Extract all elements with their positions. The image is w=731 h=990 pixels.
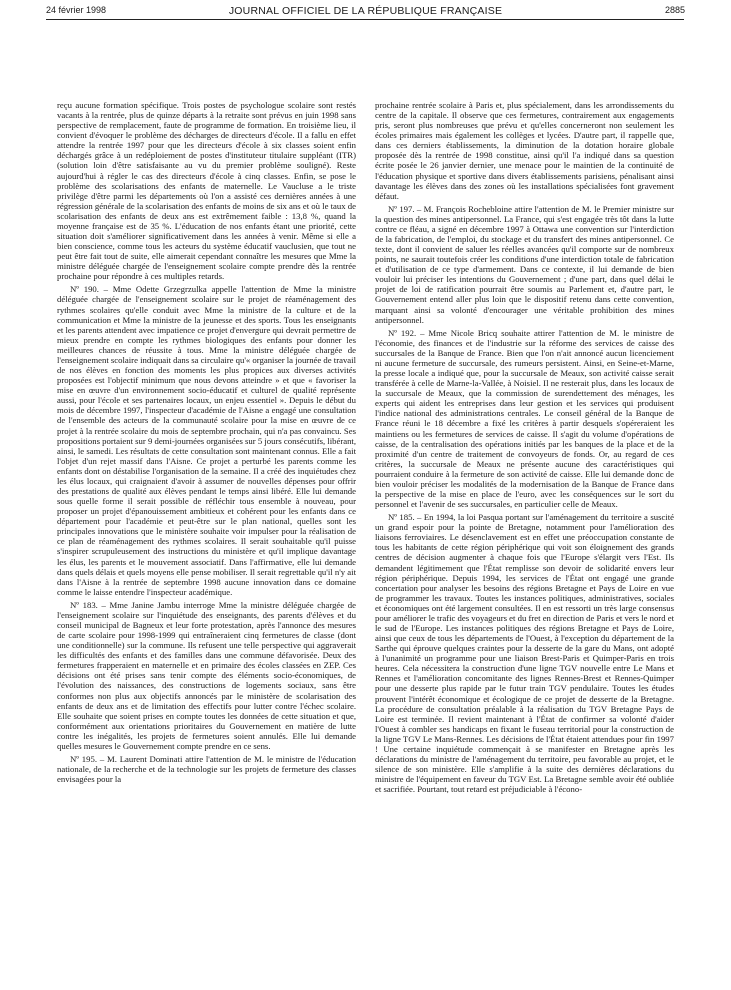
question-195: Nº 195. – M. Laurent Dominati attire l'attention de M. le ministre de l'éducation nationale, de la recherche et de la technologie sur les projets de fermeture des classes envisagées pour la (57, 754, 356, 785)
paragraph-continued: reçu aucune formation spécifique. Trois postes de psychologue scolaire sont restés vacants à la rentrée, plus de quinze départs à la retraite sont prévus en juin 1998 sans perspective de remplacement, faute de programme de formation. En troisième lieu, il convient d'évoquer le problème des décharges de directeurs d'école. Il a fallu en effet attendre la rentrée 1997 pour que les directeurs d'école à six classes soient enfin déchargés grâce à un redéploiement de postes d'instituteur titulaire suppléant (ITR) (solution loin d'être satisfaisante au vu du premier problème souligné). Reste aujourd'hui à régler le cas des directeurs d'école à cinq classes. Enfin, se pose le problème des scolarisations des enfants de maternelle. Le Vaucluse a le triste privilège d'être parmi les départements où l'on a assisté ces dernières années à une régression générale de la scolarisation des enfants de moins de six ans et où le taux de scolarisation des enfants de deux ans est extrêmement faible : 13,8 %, quand la moyenne française est de 35 %. L'éducation de nos enfants étant une priorité, cette situation doit s'améliorer significativement dans les années à venir. Même si elle a bien conscience, comme tous les acteurs du système éducatif vauclusien, que tout ne peut être fait tout de suite, elle aimerait cependant connaître les mesures que Mme la ministre déléguée chargée de l'enseignement scolaire compte prendre dès la rentrée prochaine pour répondre à ces multiples retards. (57, 100, 356, 282)
question-185: Nº 185. – En 1994, la loi Pasqua portant sur l'aménagement du territoire a suscité un grand espoir pour la pointe de Bretagne, notamment pour l'amélioration des liaisons ferroviaires. Le désenclavement est en effet une préoccupation constante de tous les habitants de cette région périphérique qui voit son éloignement des grands centres de décision augmenter à chaque fois que l'Europe s'élargit vers l'Est. Ils demandent légitimement que l'État remplisse son devoir de solidarité envers leur région périphérique. Depuis 1994, les services de l'État ont engagé une grande concertation pour analyser les besoins des régions Bretagne et Pays de Loire en vue de programmer les travaux. Toutes les instances politiques, administratives, sociales et économiques ont été largement consultées. Il en est ressorti un très large consensus pour améliorer le trafic des voyageurs et du fret en direction de Paris et vers le nord et le sud de l'Europe. Les instances politiques des régions Bretagne et Pays de Loire, ainsi que ceux de tous les départements de l'Ouest, à l'exception du département de la Sarthe qui éprouve quelques craintes pour la desserte de la gare du Mans, ont adopté à l'unanimité un programme pour une liaison Brest-Paris et Quimper-Paris en trois heures. Cela nécessitera la construction d'une ligne TGV nouvelle entre Le Mans et Rennes et l'amélioration concomitante des lignes Rennes-Brest et Rennes-Quimper pour une desserte plus rapide par le futur train TGV pendulaire. Toutes les études prouvent l'intérêt économique et écologique de ce projet de desserte de la Bretagne. La procédure de consultation préalable à la réalisation du TGV Bretagne Pays de Loire est terminée. Il revient maintenant à l'État de confirmer sa volonté d'aider l'Ouest à combler ses handicaps en fixant le fuseau territorial pour la construction de la ligne TGV Le Mans-Rennes. Les décisions de l'État étaient attendues pour fin 1997 ! Une certaine inquiétude commençait à se manifester en Bretagne après les déclarations du ministre de l'aménagement du territoire, peu favorable au projet, et le silence de son ministère. Elle s'amplifie à la suite des dernières déclarations du ministre de l'équipement en faveur du TGV Est. La Bretagne semble avoir été oubliée et sacrifiée. Pourtant, tout retard est préjudiciable à l'écono- (375, 512, 674, 795)
issue-date: 24 février 1998 (46, 5, 107, 15)
question-190: Nº 190. – Mme Odette Grzegrzulka appelle l'attention de Mme la ministre déléguée chargée de l'enseignement scolaire sur le projet de réaménagement des rythmes scolaires qu'elle conduit avec Mme la ministre de la culture et de la communication et Mme la ministre de la jeunesse et des sports. Tous les enseignants et les parents attendent avec impatience ce projet d'envergure qui devrait permettre de mieux prendre en compte les rythmes biologiques des enfants pour donner les meilleures chances de réussite à tous. Mme la ministre déléguée chargée de l'enseignement scolaire indiquait dans sa circulaire qu'« organiser la journée de travail de nos élèves en fonction des moments les plus propices aux diverses activités proposées est l'objectif minimum que nous devons atteindre » et que « favoriser la mise en œuvre d'un environnement socio-éducatif et culturel de qualité représente aussi, pour l'école et ses partenaires locaux, un enjeu essentiel ». Depuis le début du mois de décembre 1997, l'inspecteur d'académie de l'Aisne a engagé une consultation de l'ensemble des acteurs de la communauté scolaire pour la mise en œuvre de ce projet à la rentrée scolaire du mois de septembre prochain, qui n'a pas convaincu. Ses propositions portaient sur 9 demi-journées organisées sur 5 jours consécutifs, libérant, ainsi, le samedi. Les résultats de cette consultation sont maintenant connus. Elle a fait l'objet d'un rejet massif dans l'Aisne. Ce projet a perturbé les parents comme les enfants dont on déstabilise l'organisation de la semaine. Il a créé des inquiétudes chez les élus locaux, qui craignaient d'avoir à assumer de nouvelles dépenses pour offrir des prestations de qualité aux élèves pendant le temps ainsi libéré. Elle lui demande sous quelle forme il serait possible de réfléchir tous ensemble à nouveau, pour proposer un projet d'épanouissement ambitieux et cohérent pour les enfants dans ce département pour l'académie et peut-être sur le plan national, quelles sont les principales innovations que le ministère souhaite voir impulser pour la réalisation de ce plan de réaménagement des rythmes scolaires. Il serait souhaitable qu'il puisse s'inspirer scrupuleusement des instructions du ministère et qu'il implique davantage les élus, les parents et le mouvement associatif. Dans l'affirmative, elle lui demande dans quels délais et quels moyens elle pense mobiliser. Il serait regrettable qu'il n'y ait dans l'Aisne à la rentrée de septembre 1998 aucune innovation dans ce domaine comme le laisse entendre l'inspecteur académique. (57, 284, 356, 597)
page-number: 2885 (664, 5, 685, 15)
journal-title: JOURNAL OFFICIEL DE LA RÉPUBLIQUE FRANÇAISE (228, 5, 503, 17)
right-column (375, 100, 674, 988)
question-197: Nº 197. – M. François Rochebloine attire l'attention de M. le Premier ministre sur la question des mines antipersonnel. La France, qui s'est engagée très tôt dans la lutte contre ce fléau, a signé en décembre 1997 à Ottawa une convention sur l'interdiction de la fabrication, de l'emploi, du stockage et du transfert des mines antipersonnel. Ce texte, dont il convient de saluer les réelles avancées qu'il comporte sur de nombreux points, ne saurait toutefois créer les conditions d'une interdiction totale de fabrication et d'utilisation de ce type d'armement. Dans ce contexte, il lui demande de bien vouloir lui préciser les intentions du Gouvernement ; d'une part, dans quel délai le projet de loi de ratification pourrait être soumis au Parlement et, d'autre part, le Gouvernement entend aller plus loin que le dispositif retenu dans cette convention, marquant ainsi sa volonté d'encourager une véritable prohibition des mines antipersonnel. (375, 203, 674, 325)
question-183: Nº 183. – Mme Janine Jambu interroge Mme la ministre déléguée chargée de l'enseignement scolaire sur l'inquiétude des enseignants, des parents d'élèves et du conseil municipal de Bagneux et leur forte protestation, après l'annonce des mesures de carte scolaire pour 1998-1999 qui entraîneraient cinq fermetures de classe (dont une conditionnelle) sur la commune. Ils refusent une telle perspective qui aggraverait les difficultés des enfants et des familles dans une commune défavorisée. Deux des fermetures frapperaient en maternelle et en primaire des écoles classées en ZEP. Ces décisions ont été prises sans tenir compte des éléments socio-économiques, de l'évolution des naissances, des constructions de logements sociaux, sans être conformes non plus aux objectifs annoncés par le ministère de scolarisation des enfants de deux ans et de limitation des effectifs pour lutter contre l'échec scolaire. Elle souhaite que soient prises en compte toutes les données de cette situation et que, conformément aux orientations prioritaires du Gouvernement en matière de lutte contre les inégalités, les projets de fermetures soient annulés. Elle lui demande quelles mesures le Gouvernement compte prendre en ce sens. (57, 599, 356, 751)
paragraph-continued: prochaine rentrée scolaire à Paris et, plus spécialement, dans les arrondissements du centre de la capitale. Il observe que ces fermetures, contrairement aux engagements pris, seront plus nombreuses que prévu et qu'elles concerneront non seulement les écoles primaires mais également les collèges et lycées. D'autre part, il rappelle que, dans ces derniers établissements, la diminution de la dotation horaire globale proposée dès la rentrée de 1998 constitue, ainsi qu'il l'a indiqué dans sa question écrite posée le 26 janvier dernier, une menace pour le maintien de la continuité de l'éducation physique et sportive dans divers établissements parisiens, pénalisant ainsi davantage les élèves dans des zones où les installations spécialisées font gravement défaut. (375, 100, 674, 201)
header-rule (46, 19, 684, 20)
left-column (57, 100, 356, 988)
page-header (0, 0, 731, 24)
question-192: Nº 192. – Mme Nicole Bricq souhaite attirer l'attention de M. le ministre de l'économie, des finances et de l'industrie sur la réforme des services de caisse des succursales de la Banque de France. Bien que l'on n'ait annoncé aucun licenciement ni aucune fermeture de succursale, des rumeurs persistent. Ainsi, en Seine-et-Marne, la presse locale a indiqué que, pour la succursale de Meaux, son activité caisse serait transférée à celle de Marne-la-Vallée, à Noisiel. Il ne resterait plus, dans les locaux de la succursale de Meaux, que la commission de surendettement des ménages, les experts qui aident les entreprises dans leur gestion et les services qui produisent l'indice national des administrations centrales. Le conseil général de la Banque de France réuni le 18 décembre a fixé les critères à partir desquels s'opéreraient les maintiens ou les fermetures de services de caisse. Il s'agit du volume d'opérations de caisse, de la centralisation des opérations initiés par les banques de la place et de la proximité d'un centre de traitement de convoyeurs de fonds. Or, au regard de ces critères, la succursale de Meaux ne présente aucune des caractéristiques qui pourraient conduire à la fermeture de son activité de caisse. Elle lui demande donc de bien vouloir préciser les modalités de la modernisation de la Banque de France dans la perspective de la mise en place de l'euro, avec les conséquences sur le sort du personnel et l'avenir de ses succursales, en particulier celle de Meaux. (375, 327, 674, 510)
